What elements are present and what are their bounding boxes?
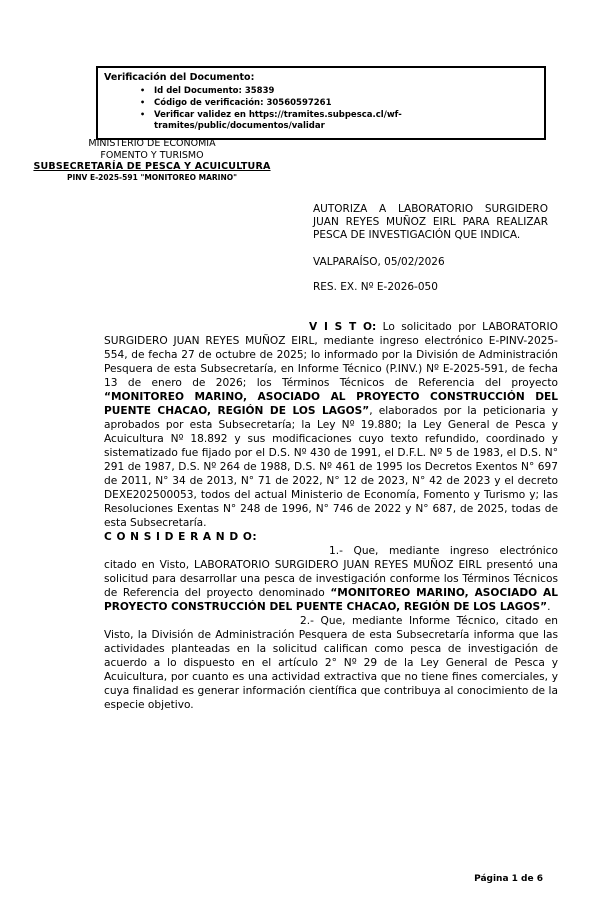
verification-code: Código de verificación: 30560597261 <box>154 98 332 108</box>
subsecretaria-title: SUBSECRETARÍA DE PESCA Y ACUICULTURA <box>33 161 271 172</box>
ministry-line-1: MINISTERIO DE ECONOMIA <box>88 138 216 149</box>
verification-title: Verificación del Documento: <box>104 72 255 83</box>
bullet-icon: • <box>140 86 146 95</box>
considerando-paragraph-2: 2.- Que, mediante Informe Técnico, citado en Visto, la División de Administración Pesquera de esta Subsecretaría informa que las actividades planteadas en la solicitud califican como pesca de investigación de acuerdo a lo dispuesto en el artículo 2° Nº 29 de la Ley General de Pesca y Acuicultura, por cuanto es una actividad extractiva que no tiene fines comerciales, y cuya finalidad es generar información científica que contribuya al conocimiento de la especie objetivo. <box>104 615 558 711</box>
visto-project-name: “MONITOREO MARINO, ASOCIADO AL PROYECTO CONSTRUCCIÓN DEL PUENTE CHACAO, REGIÓN DE LOS LAGOS” <box>104 391 558 417</box>
document-id: Id del Documento: 35839 <box>154 86 275 96</box>
visto-paragraph <box>104 320 558 530</box>
visto-label: V I S T O: <box>309 321 377 333</box>
letterhead <box>28 138 276 183</box>
resolution-number: RES. EX. Nº E-2026-050 <box>313 281 438 293</box>
paragraph-1-text-1: 1.- Que, mediante ingreso electrónico citado en Visto, LABORATORIO SURGIDERO JUAN REYES MUÑOZ EIRL presentó una solicitud para desarrollar una pesca de investigación conforme los Términos Técnicos de Referencia del proyecto denominado <box>104 545 558 599</box>
verification-list <box>104 85 538 132</box>
project-reference: PINV E-2025-591 "MONITOREO MARINO" <box>66 172 238 182</box>
title-block <box>313 203 548 294</box>
list-item <box>104 85 538 97</box>
verification-url: Verificar validez en https://tramites.subpesca.cl/wf-tramites/public/documentos/validar <box>154 110 402 131</box>
bullet-icon: • <box>140 98 146 107</box>
place-and-date: VALPARAÍSO, 05/02/2026 <box>313 256 445 268</box>
considerando-paragraph-1 <box>104 544 558 614</box>
list-item <box>104 97 538 109</box>
document-body <box>104 320 558 712</box>
ministry-line-2: FOMENTO Y TURISMO <box>100 149 204 161</box>
paragraph-1-text-2: . <box>547 601 551 613</box>
verification-box <box>96 66 546 140</box>
list-item <box>104 109 538 132</box>
page-number: Página 1 de 6 <box>474 874 543 884</box>
bullet-icon: • <box>140 110 146 119</box>
paragraph-1-project-name: “MONITOREO MARINO, ASOCIADO AL PROYECTO CONSTRUCCIÓN DEL PUENTE CHACAO, REGIÓN DE LOS LAGOS” <box>104 587 559 613</box>
considerando-heading: C O N S I D E R A N D O: <box>104 531 258 543</box>
visto-text-2: , elaborados por la peticionaria y aprobados por esta Subsecretaría; la Ley Nº 19.880; la Ley General de Pesca y Acuicultura Nº 18.892 y sus modificaciones cuyo texto refundido, coordinado y sistematizado fue fijado por el D.S. Nº 430 de 1991, el D.F.L. Nº 5 de 1983, el D.S. N° 291 de 1987, D.S. Nº 264 de 1988, D.S. Nº 461 de 1995 los Decretos Exentos N° 697 de 2011, N° 34 de 2013, N° 71 de 2022, N° 12 de 2023, N° 42 de 2023 y el decreto DEXE202500053, todos del actual Ministerio de Economía, Fomento y Turismo y; las Resoluciones Exentas N° 248 de 1996, N° 746 de 2022 y N° 687, de 2025, todas de esta Subsecretaría. <box>104 405 558 529</box>
resolution-summary: AUTORIZA A LABORATORIO SURGIDERO JUAN REYES MUÑOZ EIRL PARA REALIZAR PESCA DE INVESTIGACIÓN QUE INDICA. <box>313 203 548 241</box>
visto-text-1: Lo solicitado por LABORATORIO SURGIDERO JUAN REYES MUÑOZ EIRL, mediante ingreso electrónico E-PINV-2025-554, de fecha 27 de octubre de 2025; lo informado por la División de Administración Pesquera de esta Subsecretaría, en Informe Técnico (P.INV.) Nº E-2025-591, de fecha 13 de enero de 2026; los Términos Técnicos de Referencia del proyecto <box>104 321 558 389</box>
